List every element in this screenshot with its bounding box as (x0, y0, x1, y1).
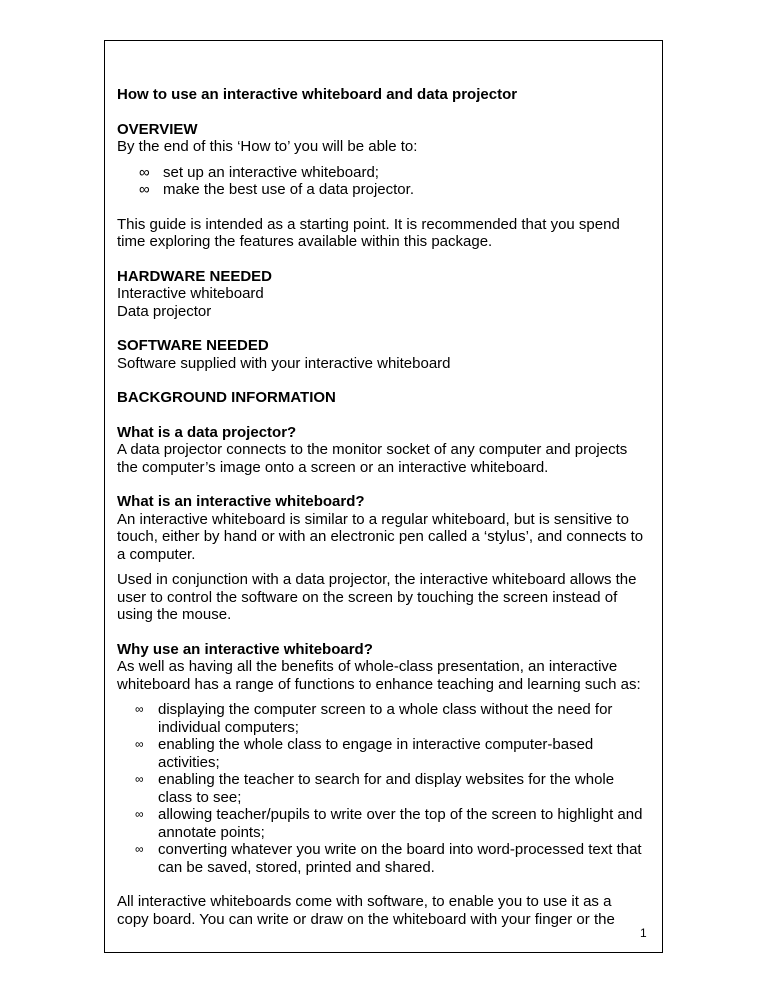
why-whiteboard-question: Why use an interactive whiteboard? (117, 640, 373, 658)
list-item: ∞ make the best use of a data projector. (139, 181, 414, 198)
data-projector-answer: A data projector connects to the monitor socket of any computer and projects the computer’s image onto a screen or an interactive whiteboard. (117, 441, 628, 476)
overview-list (117, 164, 647, 199)
document-title: How to use an interactive whiteboard and data projector (117, 86, 518, 103)
data-projector-question: What is a data projector? (117, 423, 297, 441)
hardware-item: Interactive whiteboard (117, 285, 264, 302)
benefits-list (117, 701, 647, 876)
overview-heading: OVERVIEW (117, 120, 198, 138)
why-whiteboard-intro: As well as having all the benefits of whole-class presentation, an interactive whiteboard has a range of functions to enhance teaching and learning such as: (117, 658, 641, 693)
guide-note: This guide is intended as a starting point. It is recommended that you spend time exploring the features available within this package. (117, 215, 620, 250)
overview-intro: By the end of this ‘How to’ you will be able to: (117, 138, 418, 155)
bullet-icon: ∞ (135, 772, 144, 786)
page-number: 1 (640, 926, 647, 940)
bullet-icon: ∞ (139, 163, 150, 181)
whiteboard-answer: An interactive whiteboard is similar to a regular whiteboard, but is sensitive to touch, either by hand or with an electronic pen called a ‘stylus’, and connects to a computer. (117, 510, 644, 563)
bullet-icon: ∞ (135, 807, 144, 821)
list-item: ∞ displaying the computer screen to a whole class without the need for individual computers; (135, 701, 613, 736)
whiteboard-usage: Used in conjunction with a data projector, the interactive whiteboard allows the user to control the software on the screen by touching the screen instead of using the mouse. (117, 571, 637, 623)
list-item: ∞ allowing teacher/pupils to write over the top of the screen to highlight and annotate points; (135, 806, 643, 841)
hardware-heading: HARDWARE NEEDED (117, 267, 273, 285)
bullet-icon: ∞ (135, 842, 144, 856)
whiteboard-question: What is an interactive whiteboard? (117, 493, 365, 510)
list-item: ∞ enabling the teacher to search for and display websites for the whole class to see; (135, 771, 615, 806)
list-item: ∞ converting whatever you write on the board into word-processed text that can be saved, stored, printed and shared. (135, 841, 642, 876)
hardware-item: Data projector (117, 302, 212, 320)
list-item: ∞ set up an interactive whiteboard; (139, 163, 379, 181)
software-heading: SOFTWARE NEEDED (117, 337, 269, 354)
bullet-icon: ∞ (135, 737, 144, 751)
background-heading: BACKGROUND INFORMATION (117, 389, 336, 406)
bullet-icon: ∞ (135, 702, 144, 716)
document-body (117, 86, 647, 928)
list-item: ∞ enabling the whole class to engage in interactive computer-based activities; (135, 736, 594, 771)
software-text: Software supplied with your interactive whiteboard (117, 354, 451, 372)
closing-paragraph: All interactive whiteboards come with software, to enable you to use it as a copy board. You can write or draw on the whiteboard with your finger or the (117, 893, 615, 928)
bullet-icon: ∞ (139, 181, 150, 198)
